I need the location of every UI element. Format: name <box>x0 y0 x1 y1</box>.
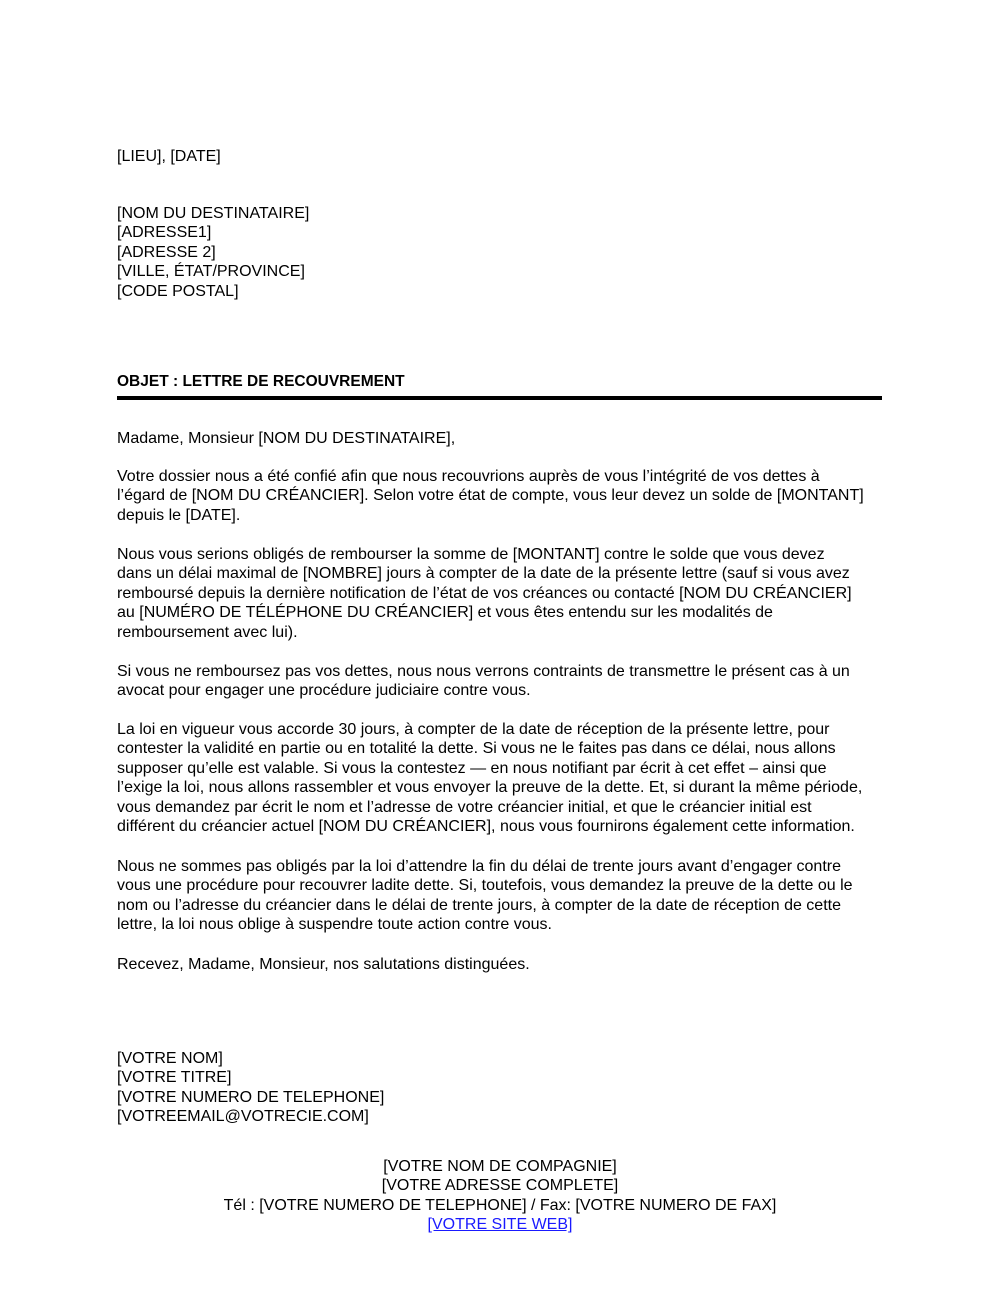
paragraph-line: vous demandez par écrit le nom et l’adresse de votre créancier initial, et que le créancier initial est <box>117 798 812 816</box>
recipient-city-state: [VILLE, ÉTAT/PROVINCE] <box>117 263 305 281</box>
sender-email: [VOTREEMAIL@VOTRECIE.COM] <box>117 1108 369 1126</box>
footer-address: [VOTRE ADRESSE COMPLETE] <box>381 1177 619 1195</box>
paragraph-line: lettre, la loi nous oblige à suspendre toute action contre vous. <box>117 916 552 934</box>
paragraph-line: La loi en vigueur vous accorde 30 jours, à compter de la date de réception de la présente lettre, pour <box>117 721 830 738</box>
paragraph-line: supposer qu’elle est valable. Si vous la contestez — en nous notifiant par écrit à cet effet – ainsi que <box>117 759 827 777</box>
sender-title: [VOTRE TITRE] <box>117 1069 232 1087</box>
sender-phone: [VOTRE NUMERO DE TELEPHONE] <box>117 1088 385 1106</box>
recipient-address-1: [ADRESSE1] <box>117 224 212 242</box>
recipient-address-2: [ADRESSE 2] <box>117 243 216 261</box>
recipient-postal-code: [CODE POSTAL] <box>117 282 239 300</box>
subject-line <box>117 372 883 391</box>
subject-rule-divider <box>117 396 882 400</box>
recipient-name: [NOM DU DESTINATAIRE] <box>117 205 310 222</box>
paragraph-line: au [NUMÉRO DE TÉLÉPHONE DU CRÉANCIER] et vous êtes entendu sur les modalités de <box>117 604 773 622</box>
paragraph-line: l’égard de [NOM DU CRÉANCIER]. Selon votre état de compte, vous leur devez un solde de [MONTANT] <box>117 487 864 505</box>
paragraph-line: remboursé depuis la dernière notification de l’état de vos créances ou contacté [NOM DU CRÉANCIER] <box>117 584 852 602</box>
paragraph-line: depuis le [DATE]. <box>117 506 241 524</box>
salutation-text: Madame, Monsieur [NOM DU DESTINATAIRE], <box>117 430 456 447</box>
body-paragraph-3 <box>117 662 883 701</box>
paragraph-line: différent du créancier actuel [NOM DU CRÉANCIER], nous vous fournirons également cette information. <box>117 818 855 836</box>
paragraph-line: remboursement avec lui). <box>117 623 298 641</box>
closing <box>117 955 883 974</box>
paragraph-line: contester la validité en partie ou en totalité la dette. Si vous ne le faites pas dans ce délai, nous allons <box>117 740 836 758</box>
body-paragraph-4 <box>117 720 883 836</box>
paragraph-line: Si vous ne remboursez pas vos dettes, nous nous verrons contraints de transmettre le présent cas à un <box>117 663 850 680</box>
paragraph-line: Nous ne sommes pas obligés par la loi d’attendre la fin du délai de trente jours avant d’engager contre <box>117 858 841 875</box>
salutation <box>117 429 883 448</box>
body-paragraph-1 <box>117 467 883 525</box>
footer-contact: Tél : [VOTRE NUMERO DE TELEPHONE] / Fax: [VOTRE NUMERO DE FAX] <box>223 1196 777 1214</box>
recipient-address <box>117 204 883 301</box>
body-paragraph-2 <box>117 545 883 642</box>
paragraph-line: vous une procédure pour recouvrer ladite dette. Si, toutefois, vous demandez la preuve de la dette ou le <box>117 877 853 895</box>
footer-website-link[interactable]: [VOTRE SITE WEB] <box>427 1216 573 1234</box>
closing-text: Recevez, Madame, Monsieur, nos salutations distinguées. <box>117 956 530 973</box>
sender-name: [VOTRE NOM] <box>117 1050 223 1067</box>
place-date <box>117 147 883 166</box>
footer-company-name: [VOTRE NOM DE COMPAGNIE] <box>383 1158 617 1175</box>
place-date-text: [LIEU], [DATE] <box>117 148 221 165</box>
paragraph-line: Nous vous serions obligés de rembourser la somme de [MONTANT] contre le solde que vous devez <box>117 546 825 563</box>
paragraph-line: dans un délai maximal de [NOMBRE] jours à compter de la date de la présente lettre (sauf si vous avez <box>117 565 850 583</box>
signature-block <box>117 1049 883 1127</box>
company-footer <box>0 1157 1000 1235</box>
paragraph-line: Votre dossier nous a été confié afin que nous recouvrions auprès de vous l’intégrité de vos dettes à <box>117 468 820 485</box>
paragraph-line: nom ou l’adresse du créancier dans le délai de trente jours, à compter de la date de réception de cette <box>117 896 841 914</box>
paragraph-line: avocat pour engager une procédure judiciaire contre vous. <box>117 682 531 700</box>
body-paragraph-5 <box>117 857 883 935</box>
subject-text: OBJET : LETTRE DE RECOUVREMENT <box>117 373 405 390</box>
paragraph-line: l’exige la loi, nous allons rassembler et vous envoyer la preuve de la dette. Et, si durant la même période, <box>117 779 863 797</box>
